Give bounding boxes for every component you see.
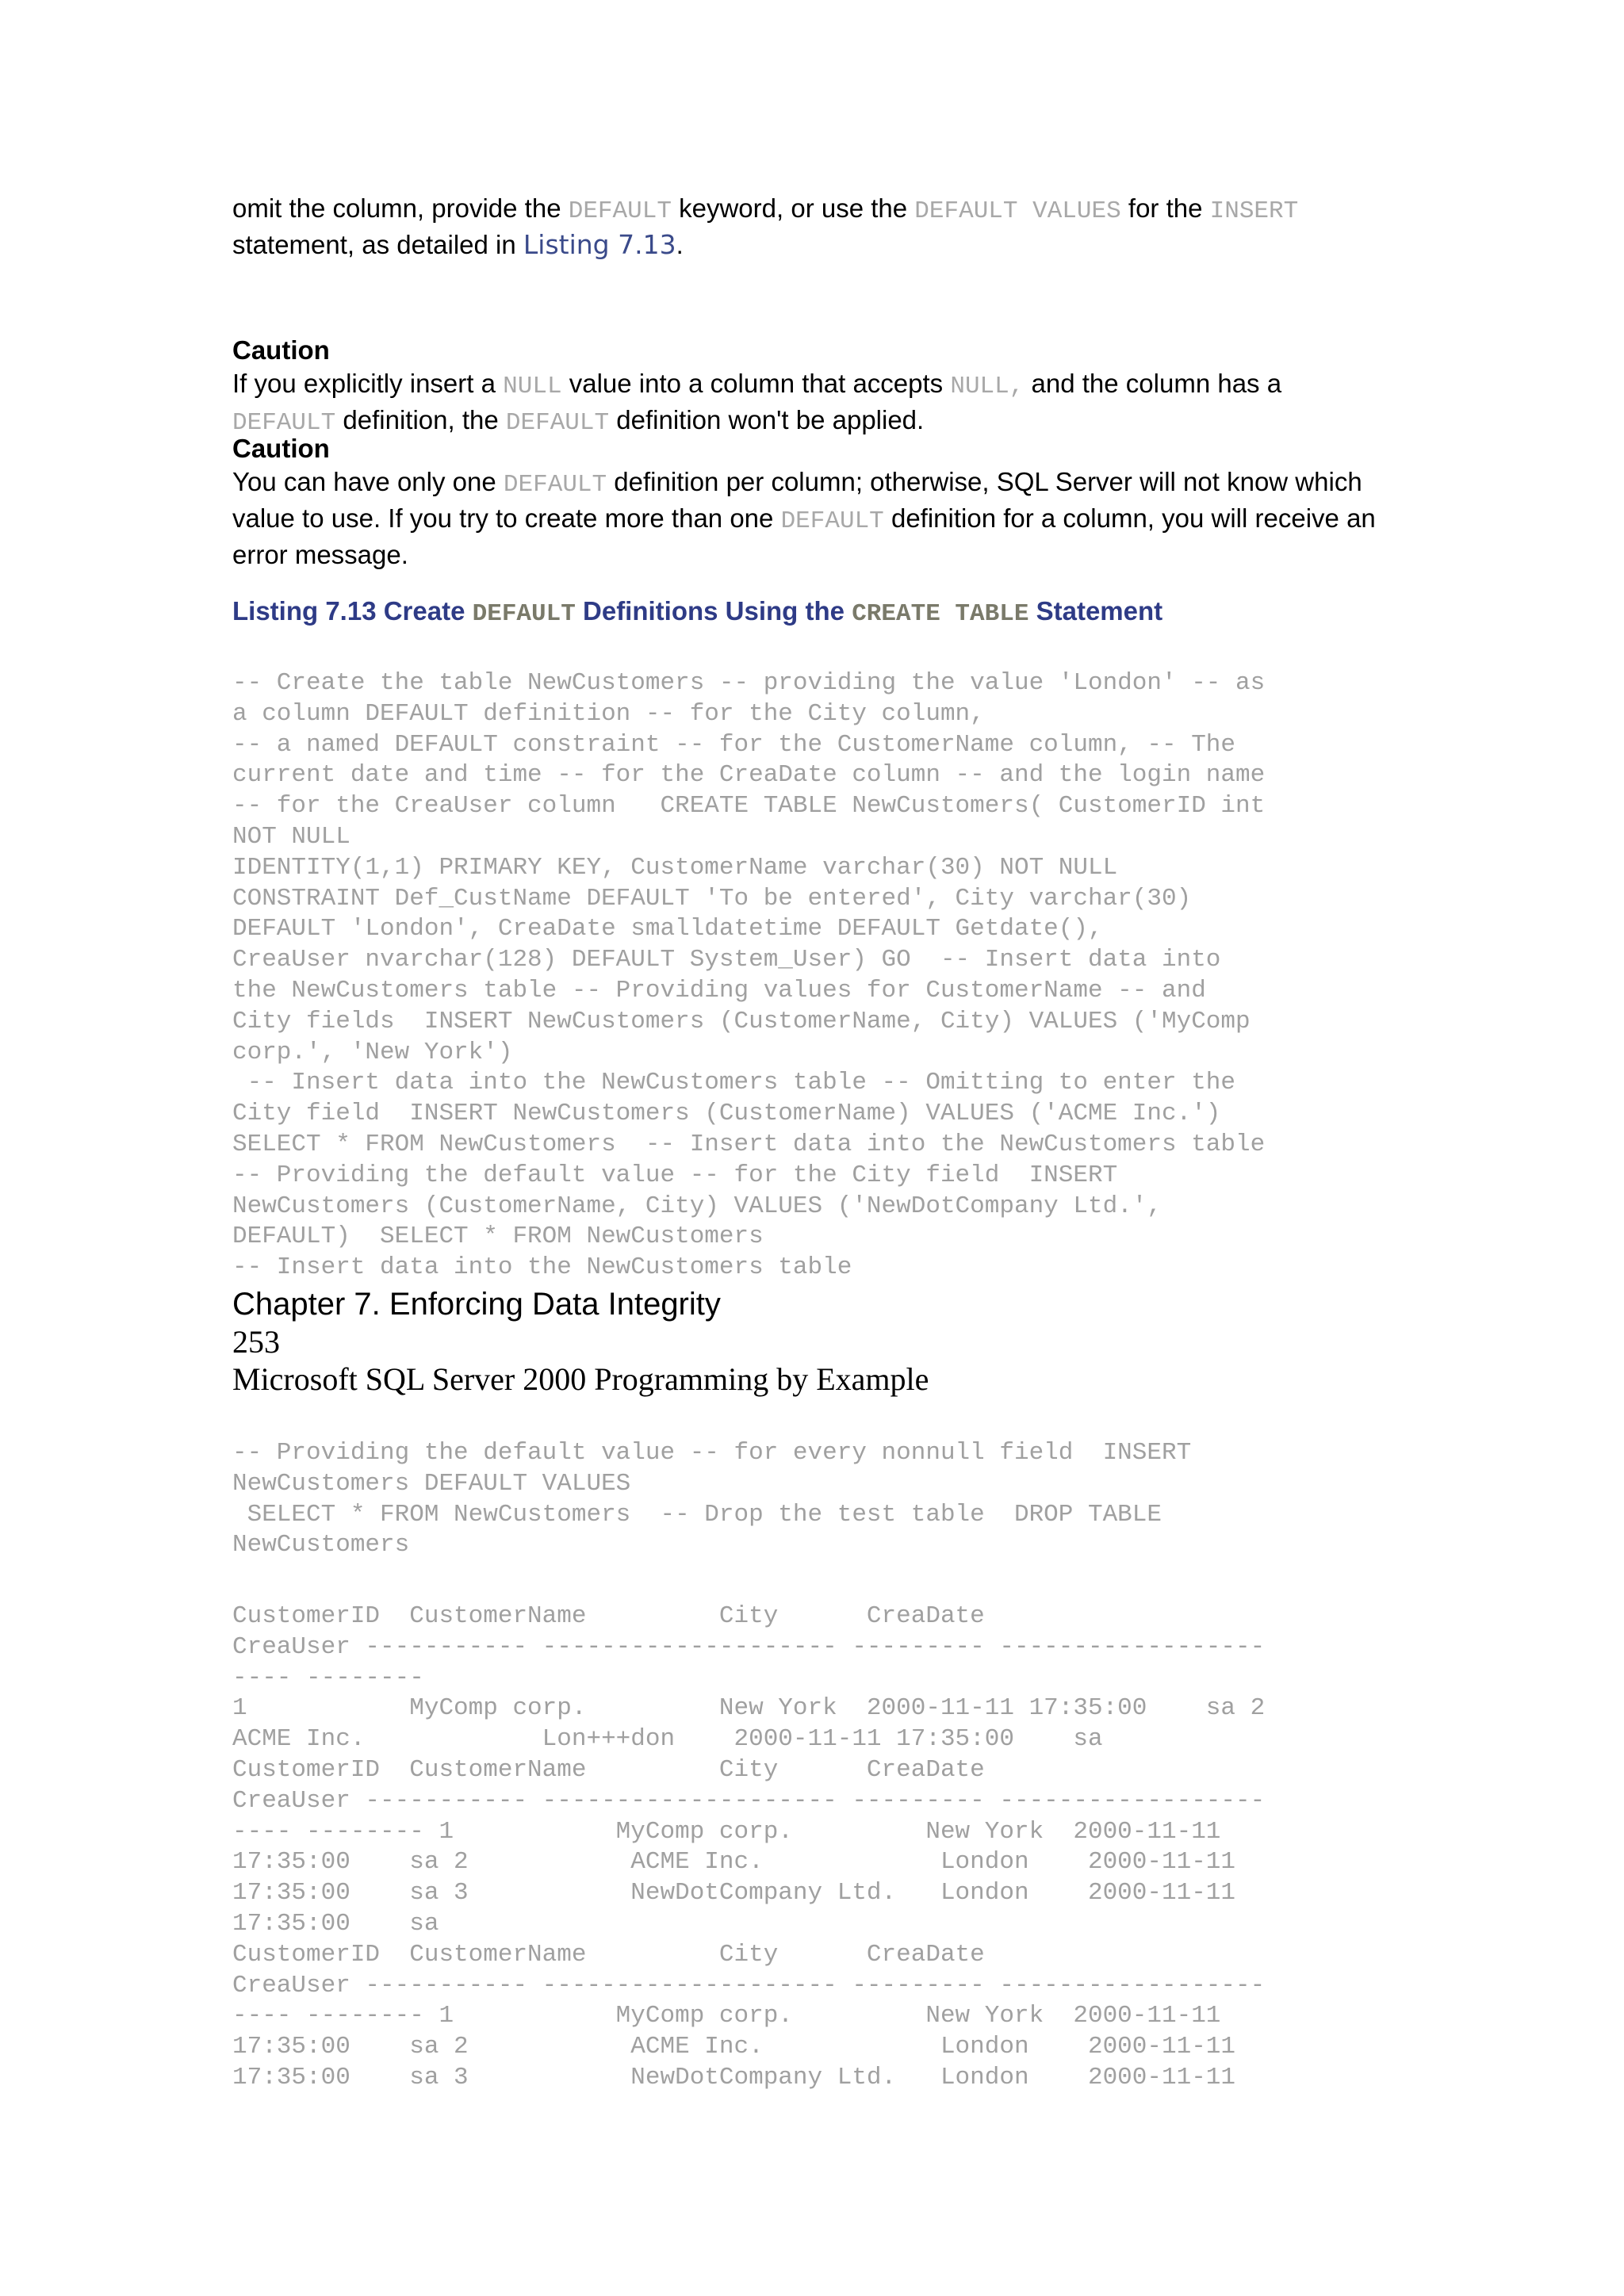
intro-text: for the (1120, 193, 1210, 223)
caution-text: definition, the (335, 405, 506, 434)
inline-code: NULL (503, 373, 562, 400)
heading-code: CREATE TABLE (852, 600, 1029, 628)
intro-text: . (676, 230, 684, 259)
inline-code: DEFAULT (503, 471, 607, 499)
intro-text: statement, as detailed in (232, 230, 523, 259)
page-number: 253 (232, 1324, 280, 1360)
inline-code: DEFAULT (568, 197, 672, 225)
inline-code: DEFAULT (505, 409, 610, 437)
caution-text: and the column has a (1024, 369, 1282, 398)
heading-text: Definitions Using the (575, 596, 852, 626)
inline-code: INSERT (1209, 197, 1299, 225)
inline-code: NULL, (950, 373, 1025, 400)
caution-text: error message. (232, 540, 408, 569)
caution-note-1 (232, 334, 1390, 440)
inline-code: DEFAULT VALUES (914, 197, 1121, 225)
caution-label: Caution (232, 434, 330, 463)
intro-text: omit the column, provide the (232, 193, 569, 223)
intro-paragraph (232, 192, 1390, 262)
listing-link[interactable]: Listing 7.13 (523, 229, 676, 260)
caution-text: If you explicitly insert a (232, 369, 504, 398)
code-listing-1: -- Create the table NewCustomers -- providing the value 'London' -- as a column DEFAULT definition -- for the City column, -- a named DEFAULT constraint -- for the CustomerName column, -- The current date and time -- for the CreaDate column -- and the login name -- for the CreaUser column CREATE TABLE NewCustomers( CustomerID int NOT NULL IDENTITY(1,1) PRIMARY KEY, CustomerName varchar(30) NOT NULL CONSTRAINT Def_CustName DEFAULT 'To be entered', City varchar(30) DEFAULT 'London', CreaDate smalldatetime DEFAULT Getdate(), CreaUser nvarchar(128) DEFAULT System_User) GO -- Insert data into the NewCustomers table -- Providing values for CustomerName -- and City fields INSERT NewCustomers (CustomerName, City) VALUES ('MyComp corp.', 'New York') -- Insert data into the NewCustomers table -- Omitting to enter the City field INSERT NewCustomers (CustomerName) VALUES ('ACME Inc.') SELECT * FROM NewCustomers -- Insert data into the NewCustomers table -- Providing the default value -- for the City field INSERT NewCustomers (CustomerName, City) VALUES ('NewDotCompany Ltd.', DEFAULT) SELECT * FROM NewCustomers -- Insert data into the NewCustomers table (232, 669, 1266, 1282)
caution-label: Caution (232, 335, 330, 365)
caution-text: definition per column; otherwise, SQL Server will not know which value to use. If you try to create more than one (232, 467, 1362, 533)
caution-text: You can have only one (232, 467, 504, 496)
caution-text: definition won't be applied. (609, 405, 925, 434)
caution-note-2 (232, 432, 1390, 572)
caution-text: definition for a column, you will receive an (883, 503, 1376, 533)
inline-code: DEFAULT (780, 507, 884, 535)
inline-code: DEFAULT (232, 409, 336, 437)
query-result-output: CustomerID CustomerName City CreaDate CreaUser ----------- -------------------- --------- ------------------ ---- -------- 1 MyComp corp. New York 2000-11-11 17:35:00 sa 2 ACME Inc. Lon+++don 2000-11-11 17:35:00 sa CustomerID CustomerName City CreaDate CreaUser ----------- -------------------- --------- ------------------ ---- -------- 1 MyComp corp. New York 2000-11-11 17:35:00 sa 2 ACME Inc. London 2000-11-11 17:35:00 sa 3 NewDotCompany Ltd. London 2000-11-11 17:35:00 sa CustomerID CustomerName City CreaDate CreaUser ----------- -------------------- --------- ------------------ ---- -------- 1 MyComp corp. New York 2000-11-11 17:35:00 sa 2 ACME Inc. London 2000-11-11 17:35:00 sa 3 NewDotCompany Ltd. London 2000-11-11 (232, 1602, 1266, 2091)
heading-text: Listing 7.13 Create (232, 596, 473, 626)
listing-heading (232, 595, 1390, 631)
chapter-title: Chapter 7. Enforcing Data Integrity (232, 1287, 721, 1322)
book-title: Microsoft SQL Server 2000 Programming by Example (232, 1361, 929, 1397)
code-listing-2: -- Providing the default value -- for every nonnull field INSERT NewCustomers DEFAULT VALUES SELECT * FROM NewCustomers -- Drop the test table DROP TABLE NewCustomers (232, 1439, 1192, 1559)
intro-text: keyword, or use the (671, 193, 915, 223)
caution-text: value into a column that accepts (561, 369, 951, 398)
heading-code: DEFAULT (472, 600, 576, 628)
heading-text: Statement (1028, 596, 1163, 626)
